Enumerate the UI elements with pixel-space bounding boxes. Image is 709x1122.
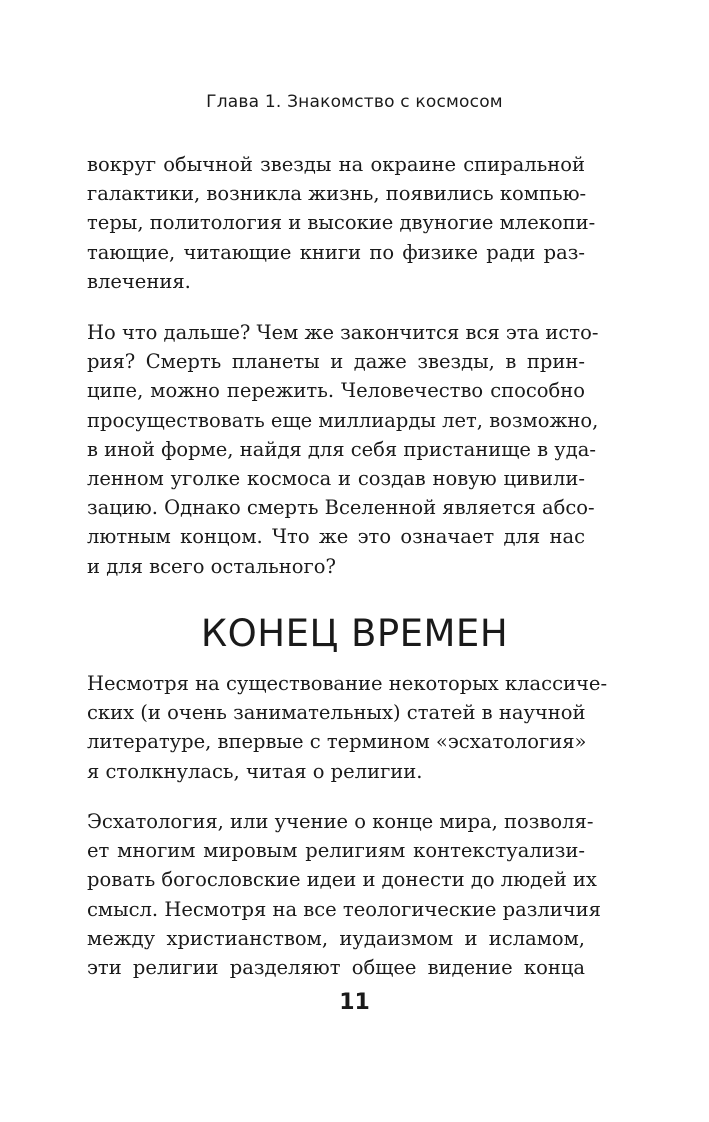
text-line: вокруг обычной звезды на окраине спиральной <box>87 153 585 176</box>
text-line: ципе, можно пережить. Человечество способно <box>87 379 585 403</box>
text-line: лютным концом. Что же это означает для нас <box>87 525 585 549</box>
text-line: ровать богословские идеи и донести до людей их <box>87 868 597 892</box>
text-line: тающие, читающие книги по физике ради раз- <box>87 240 585 264</box>
text-line: просуществовать еще миллиарды лет, возможно, <box>87 408 599 432</box>
text-line: и для всего остального? <box>87 554 336 578</box>
text-line: ских (и очень занимательных) статей в научной <box>87 701 586 725</box>
text-line: ет многим мировым религиям контекстуализи- <box>87 839 585 863</box>
text-line: в иной форме, найдя для себя пристанище в уда- <box>87 437 596 461</box>
text-line: эти религии разделяют общее видение конца <box>87 956 585 980</box>
text-line: зацию. Однако смерть Вселенной является абсо- <box>87 496 595 520</box>
paragraph-what-next <box>87 318 599 581</box>
paragraph-eschatology-definition <box>87 807 601 982</box>
page-number: 11 <box>339 990 370 1015</box>
text-line: галактики, возникла жизнь, появились компью- <box>87 182 587 206</box>
text-line: влечения. <box>87 269 191 293</box>
text-line: смысл. Несмотря на все теологические различия <box>87 897 601 921</box>
text-line: теры, политология и высокие двуногие млекопи- <box>87 211 596 235</box>
text-line: рия? Смерть планеты и даже звезды, в прин- <box>87 350 585 374</box>
text-line: я столкнулась, читая о религии. <box>87 759 423 783</box>
text-line: Но что дальше? Чем же закончится вся эта исто- <box>87 321 599 344</box>
text-line: между христианством, иудаизмом и исламом, <box>87 926 585 950</box>
text-line: Несмотря на существование некоторых классиче- <box>87 672 608 695</box>
paragraph-intro-continued <box>87 150 596 296</box>
text-line: Эсхатология, или учение о конце мира, позволя- <box>87 810 594 833</box>
text-line: ленном уголке космоса и создав новую цивили- <box>87 467 585 491</box>
section-heading: КОНЕЦ ВРЕМЕН <box>200 612 509 655</box>
text-line: литературе, впервые с термином «эсхатология» <box>87 730 587 754</box>
running-head: Глава 1. Знакомство с космосом <box>206 92 503 112</box>
paragraph-eschatology-intro <box>87 669 608 786</box>
